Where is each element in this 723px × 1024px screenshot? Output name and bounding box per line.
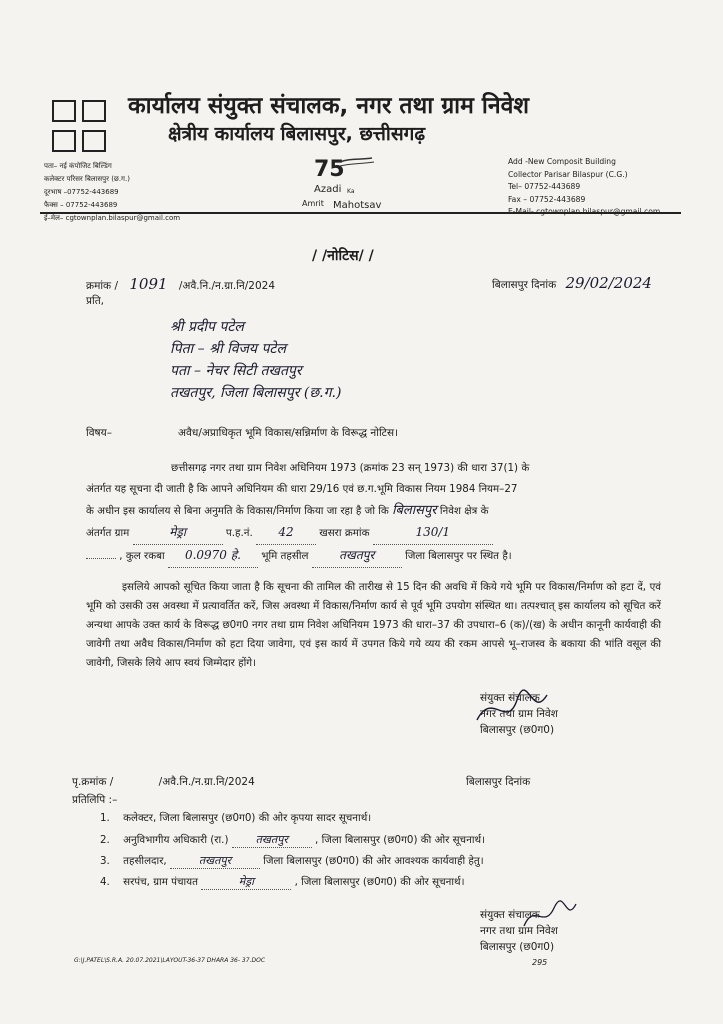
signature-block-1: संयुक्त संचालक नगर तथा ग्राम निवेश बिलासपुर (छ0ग0) — [480, 692, 558, 736]
copy-to-label: प्रतिलिपि :– — [72, 794, 118, 806]
subject-label: विषय– — [86, 427, 112, 439]
ref-number-handwritten: 1091 — [129, 275, 168, 293]
office-title: कार्यालय संयुक्त संचालक, नगर तथा ग्राम निवेश — [128, 93, 530, 119]
svg-text:75: 75 — [314, 157, 345, 182]
svg-text:Mahotsav: Mahotsav — [333, 200, 382, 211]
endorsement-ref: पृ.क्रमांक / /अवै.नि./न.ग्रा.नि/2024 — [72, 776, 255, 788]
svg-text:Ka: Ka — [347, 188, 355, 195]
office-logo — [52, 100, 108, 154]
subject-text: अवैध/अप्राधिकृत भूमि विकास/सन्निर्माण के विरूद्ध नोटिस। — [178, 427, 399, 439]
copy-item-3: 3. तहसीलदार, तखतपुर जिला बिलासपुर (छ0ग0) की ओर आवश्यक कार्यवाही हेतु। — [100, 854, 484, 867]
handwritten-signature-2 — [520, 896, 580, 936]
footer-file-path: G:\J.PATEL\S.R.A. 20.07.2021\LAYOUT-36-37 DHARA 36- 37.DOC — [74, 957, 266, 964]
header-divider — [40, 212, 681, 214]
reference-line: क्रमांक / 1091 /अवै.नि./न.ग्रा.नि/2024 — [86, 275, 275, 293]
date-line: बिलासपुर दिनांक 29/02/2024 — [492, 274, 652, 292]
signature-block-2: संयुक्त संचालक नगर तथा ग्राम निवेश बिलासपुर (छ0ग0) — [480, 909, 558, 953]
svg-text:Azadi: Azadi — [314, 184, 342, 195]
page-number: 295 — [532, 958, 548, 967]
prati-label: प्रति, — [86, 295, 105, 307]
date-handwritten: 29/02/2024 — [565, 274, 652, 292]
handwritten-signature-1 — [472, 680, 552, 740]
paragraph-2: इसलिये आपको सूचित किया जाता है कि सूचना की तामिल की तारीख से 15 दिन की अवधि में किये गये भूमि पर विकास/निर्माण को हटा दें, एवं भूमि को उसकी उस अवस्था में प्रत्यावर्तित करें, जिस अवस्था में विकास/निर्माण कार्य से पूर्व भूमि उपयोग संस्थित था। तत्पश्चात् इस कार्यालय को सूचित करें अन्यथा आपके उक्त कार्य के विरूद्ध छ0ग0 नगर तथा ग्राम निवेश अधिनियम 1973 की धारा–37 की उपधारा–6 (क)/(ख) के अधीन कानूनी कार्यवाही की जावेगी तथा अवैध विकास/निर्माण को हटा दिया जावेगा, एवं इस कार्य में उपगत किये गये व्यय की रकम आपसे भू–राजस्व के बकाया की भांति वसूल की जावेगी, जिसके लिये आप स्वयं जिम्मेदार होंगे। — [86, 581, 661, 669]
hindi-address-block: पता– नई कंपोजिट बिल्डिंग कलेक्टर परिसर बिलासपुर (छ.ग.) दूरभाष –07752-443689 फैक्स – 07752-443689 ई–मेल– cgtownplan.bilaspur@gmail.com — [44, 162, 181, 222]
office-subtitle: क्षेत्रीय कार्यालय बिलासपुर, छत्तीसगढ़ — [168, 123, 426, 145]
svg-text:Amrit: Amrit — [302, 199, 324, 208]
copy-item-2: 2. अनुविभागीय अधिकारी (रा.) तखतपुर , जिला बिलासपुर (छ0ग0) की ओर सूचनार्थ। — [100, 833, 485, 846]
addressee-block: श्री प्रदीप पटेल पिता – श्री विजय पटेल पता – नेचर सिटी तखतपुर तखतपुर, जिला बिलासपुर (छ.ग.) — [170, 319, 342, 401]
paragraph-1: छत्तीसगढ़ नगर तथा ग्राम निवेश अधिनियम 1973 (क्रमांक 23 सन् 1973) की धारा 37(1) के अंतर्गत यह सूचना दी जाती है कि आपने अधिनियम की धारा 29/16 एवं छ.ग.भूमि विकास नियम 1984 नियम–27 के अधीन इस कार्यालय से बिना अनुमति के विकास/निर्माण किया जा रहा है जो कि बिलासपुर निवेश क्षेत्र के अंतर्गत ग्राम मेड्रा प.ह.नं. 42 खसरा क्रमांक 130/1 , कुल रकबा 0.0970 हे. भूमि तहसील तखतपुर जिला बिलासपुर पर स्थित है। — [86, 458, 661, 568]
endorsement-date-label: बिलासपुर दिनांक — [466, 776, 531, 788]
copy-item-1: 1. कलेक्टर, जिला बिलासपुर (छ0ग0) की ओर कृपया सादर सूचनार्थ। — [100, 812, 372, 824]
azadi-amrit-mahotsav-logo — [300, 152, 390, 214]
copy-item-4: 4. सरपंच, ग्राम पंचायत मेड्रा , जिला बिलासपुर (छ0ग0) की ओर सूचनार्थ। — [100, 875, 465, 888]
notice-title: / /नोटिस/ / — [312, 248, 374, 264]
english-address-block: Add -New Composit Building Collector Parisar Bilaspur (C.G.) Tel– 07752-443689 Fax – 07752-443689 E-Mail- cgtownplan.bilaspur@gmail.com — [508, 157, 661, 216]
